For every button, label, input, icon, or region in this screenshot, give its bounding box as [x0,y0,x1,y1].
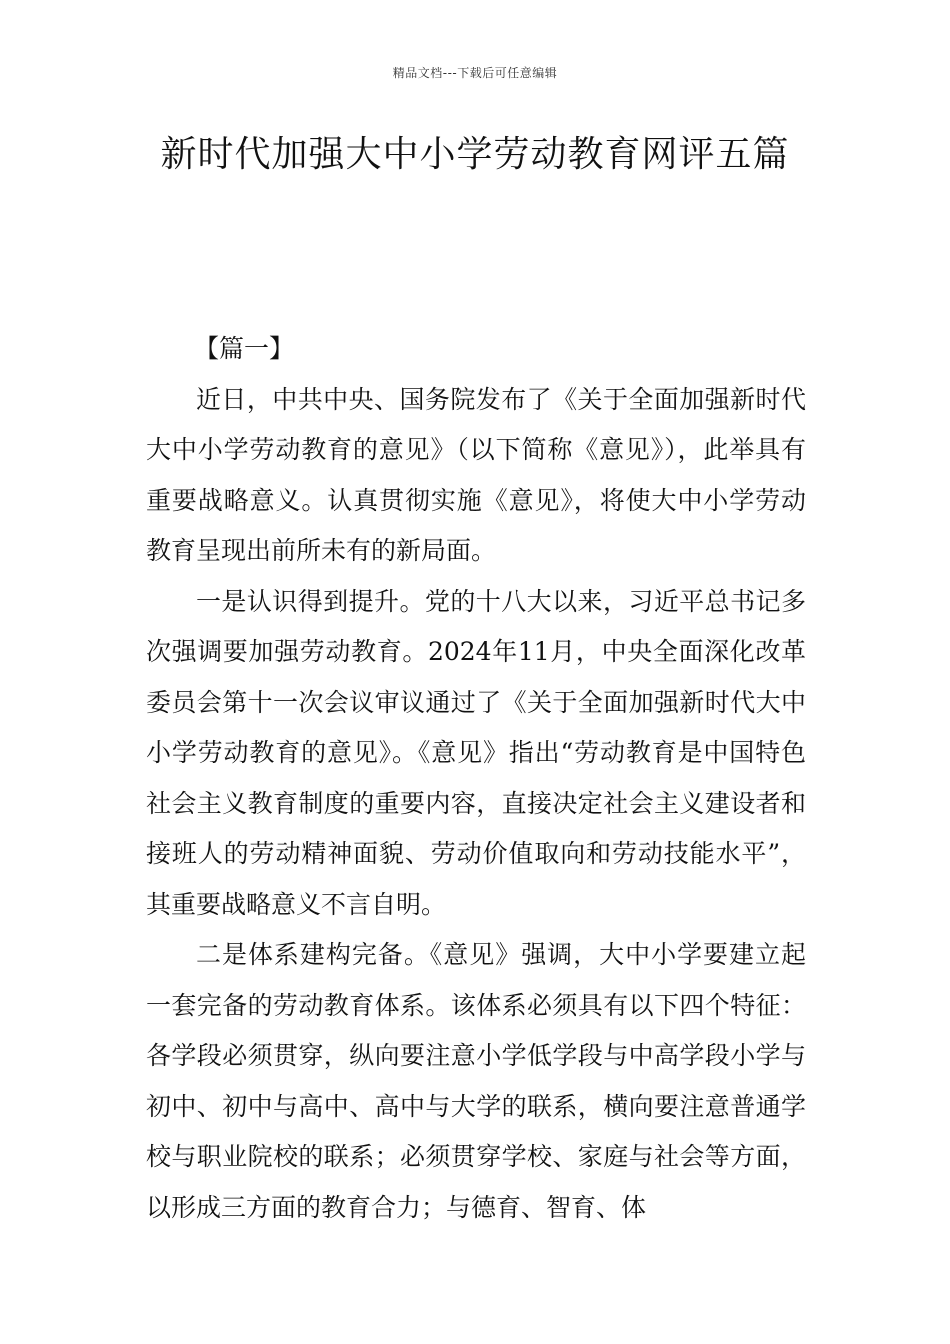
page-header-note: 精品文档---下载后可任意编辑 [392,66,558,80]
section-label: 【篇一】 [194,334,295,363]
document-title: 新时代加强大中小学劳动教育网评五篇 [160,134,790,175]
paragraph-2: 一是认识得到提升。党的十八大以来，习近平总书记多次强调要加强劳动教育。2024年11月，中央全面深化改革委员会第十一次会议审议通过了《关于全面加强新时代大中小学劳动教育的意见》。《意见》指出“劳动教育是中国特色社会主义教育制度的重要内容，直接决定社会主义建设者和接班人的劳动精神面貌、劳动价值取向和劳动技能水平”，其重要战略意义不言自明。 [146,586,806,919]
document-body [146,324,806,1233]
paragraph-3: 二是体系建构完备。《意见》强调，大中小学要建立起一套完备的劳动教育体系。该体系必须具有以下四个特征：各学段必须贯穿，纵向要注意小学低学段与中高学段小学与初中、初中与高中、高中与大学的联系，横向要注意普通学校与职业院校的联系；必须贯穿学校、家庭与社会等方面，以形成三方面的教育合力；与德育、智育、体 [146,940,806,1222]
paragraph-1: 近日，中共中央、国务院发布了《关于全面加强新时代大中小学劳动教育的意见》（以下简称《意见》），此举具有重要战略意义。认真贯彻实施《意见》，将使大中小学劳动教育呈现出前所未有的新局面。 [146,384,806,565]
